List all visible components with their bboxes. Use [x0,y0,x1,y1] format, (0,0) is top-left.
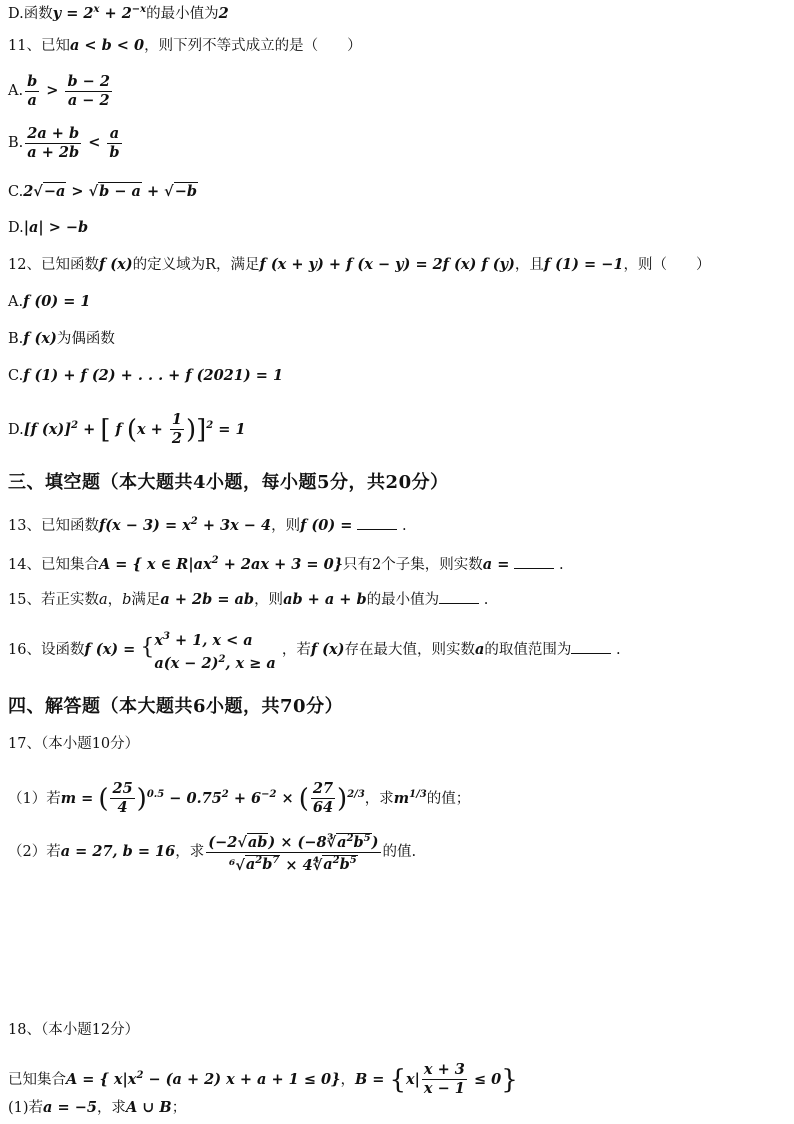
q12-b-label: B. [8,331,24,347]
q10-option-d [8,0,229,24]
q17-part2-end: 的值. [382,844,417,860]
q15-p3: ，则 [254,592,284,608]
q16-answer-blank[interactable] [571,639,611,654]
q11-option-d [8,218,88,238]
q18-stem-prefix: 已知集合 [8,1071,66,1088]
q12-p1: 12、已知函数 [8,257,99,273]
q17-part1-end: 的值； [426,790,471,807]
q11-stem-prefix: 11、已知 [8,38,70,54]
q12-p2: 的定义域为R，满足 [132,257,260,273]
q17-part2: （2）若a = 27, b = 16，求 $\frac{(-2√ab) \times (-8∛a^2b^5)}{^6√a^2b^7 \times 4∜a^2b^5}$ 的值. [8,822,416,882]
q15: 15、若正实数a，b满足a + 2b = ab，则ab + a + b的最小值为 . [8,591,489,608]
q14-answer-blank[interactable] [514,554,554,569]
q11-stem [8,36,362,56]
q18-stem: 已知集合A = { $x|x^2 - (a + 2) x + a + 1 \le 0$}，B = {x| $\frac{x + 3}{x - 1}$ ≤ 0} [8,1061,518,1098]
q12-stem: 12、已知函数f (x)的定义域为R，满足f (x + y) + f (x − y) = 2f (x) f (y)，且f (1) = −1，则（ ） [8,256,711,273]
q10-d-prefix: D.函数 [8,5,53,22]
q13-p2: ，则 [271,517,301,534]
q16-p2: ，若 [281,642,311,658]
q17-part2-mid: ，求 [175,844,205,860]
q12-option-b: B.f (x)为偶函数 [8,330,115,347]
q11-stem-suffix: ，则下列不等式成立的是（ ） [144,38,362,54]
q12-p4: ，则（ ） [623,257,711,273]
section-4-title: 四、解答题（本大题共6小题，共70分） [8,696,344,717]
q13-answer-blank[interactable] [357,515,397,530]
q12-d-label: D. [8,421,24,438]
q14-p1: 14、已知集合 [8,556,99,573]
q11-condition: a < b < 0 [69,37,145,54]
q10-d-formula: $y = 2^x + 2^{-x}$ [52,4,147,22]
q12-b-suffix: 为偶函数 [56,331,115,347]
q16-p4: 的取值范围为 [484,642,572,658]
q14-end: . [554,556,564,573]
q14: 14、已知集合A = { x ∈ $R|ax^2 + 2ax + 3 = 0$}只有2个子集，则实数a = . [8,555,564,573]
q16: 16、设函数f (x) = { $x^3 + 1$, x < a $a(x - 2)^2$, x ≥ a ，若f (x)存在最大值，则实数a的取值范围为 . [8,626,621,673]
q18-header: 18、（本小题12分） [8,1022,140,1038]
q16-p3: 存在最大值，则实数 [344,642,475,658]
q11-option-c [8,182,198,202]
q17-part2-frac: $\frac{(-2√ab) \times (-8∛a^2b^5)}{^6√a^2b^7 \times 4∜a^2b^5}$ [206,830,380,875]
q11-d-formula: |a| > −b [23,219,89,236]
q10-d-suffix: 的最小值为 [146,5,219,22]
q11-c-formula: 2√−a > √b − a + √−b [23,183,197,200]
q17-header: 17、（本小题10分） [8,736,140,752]
q17-part1-prefix: （1）若 [8,790,61,807]
q17-part1-suffix: ，求 [364,790,394,807]
q17-part1: （1）若m = ( $\frac{25}{4}$ )$^{0.5} - 0.75^2 + 6^{-2}$ × ( $\frac{27}{64}$ )$^{2/3}$，求$m^{1/3}$的值； [8,780,471,817]
q16-end: . [611,642,621,658]
q12-p3: ，且 [514,257,544,273]
q16-piecewise: $x^3 + 1$, x < a $a(x - 2)^2$, x ≥ a [154,631,276,672]
q18-part1-prefix: (1)若 [8,1100,44,1116]
q18-part1: (1)若a = −5，求A ∪ B； [8,1099,187,1116]
q10-d-answer: 2 [218,4,229,22]
q12-a-label: A. [8,294,24,310]
q12-option-a: A.f (0) = 1 [8,293,91,310]
q14-p2: 只有2个子集，则实数 [343,556,483,573]
q13-p1: 13、已知函数 [8,517,99,534]
q11-b-frac-right: $\frac{a}{b}$ [109,124,120,161]
section-3-title: 三、填空题（本大题共4小题，每小题5分，共20分） [8,472,449,493]
q11-b-frac-left: $\frac{2a + b}{a + 2b}$ [27,124,80,161]
q11-option-a: A. $\frac{b}{a}$ > $\frac{b - 2}{a - 2}$ [8,72,110,109]
q15-end: . [479,592,489,608]
q11-a-label: A. [8,83,24,99]
q12-option-c: C.f (1) + f (2) + . . . + f (2021) = 1 [8,367,284,384]
q13: 13、已知函数$f(x - 3) = x^2 + 3x - 4$，则f (0) = . [8,516,407,534]
q15-p1: 15、若正实数 [8,592,99,608]
q18-part1-mid: ，求 [96,1100,126,1116]
q11-b-label: B. [8,135,24,151]
q11-a-frac-left: $\frac{b}{a}$ [27,72,38,109]
q17-part2-prefix: （2）若 [8,844,61,860]
q11-option-b: B. $\frac{2a + b}{a + 2b}$ < $\frac{a}{b}$ [8,124,120,161]
q12-c-label: C. [8,368,24,384]
q12-option-d: D.[f (x)]$^2$ + [ f (x + $\frac{1}{2}$ )]$^2$ = 1 [8,411,246,448]
q11-d-label: D. [8,220,24,236]
q11-c-label: C. [8,184,24,200]
q11-a-frac-right: $\frac{b - 2}{a - 2}$ [67,72,110,109]
q18-part1-end: ； [171,1100,187,1116]
q15-answer-blank[interactable] [439,589,479,604]
q15-p2: 满足 [131,592,161,608]
q13-end: . [397,517,407,534]
q15-p4: 的最小值为 [366,592,440,608]
q16-p1: 16、设函数 [8,642,85,658]
